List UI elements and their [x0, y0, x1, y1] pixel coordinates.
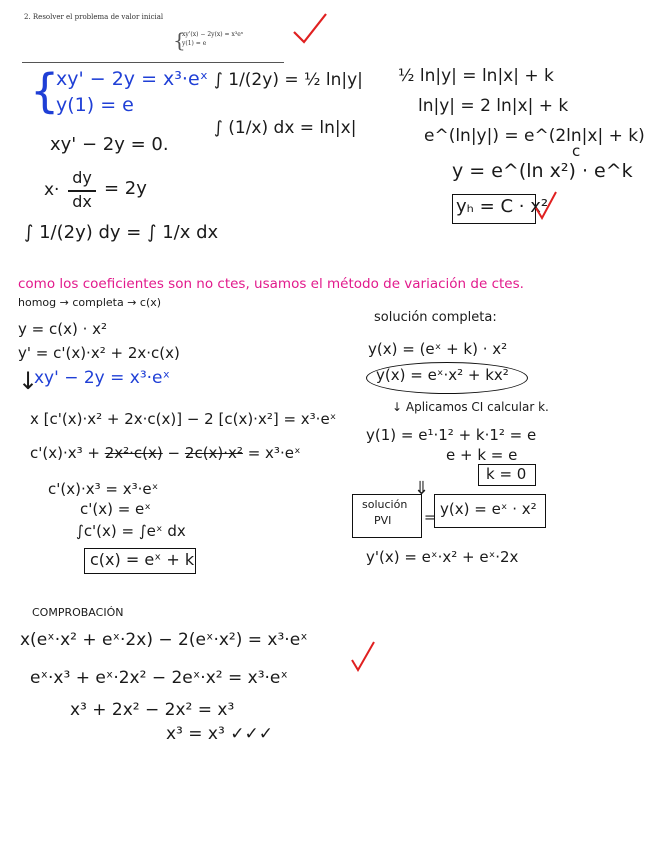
apply-ic-note: ↓ Aplicamos CI calcular k. [392, 400, 549, 414]
brace-icon: { [173, 28, 186, 52]
complete-general: y(x) = (eˣ + k) · x² [368, 340, 508, 358]
varpar-simplify-rhs: = x³·eˣ [247, 444, 301, 462]
c-solution: c(x) = eˣ + k [90, 550, 195, 569]
varpar-simplify-a: c'(x)·x³ + [30, 444, 100, 462]
homog-line-1: ½ ln|y| = ln|x| + k [398, 66, 554, 86]
pvi-solution: y(x) = eˣ · x² [440, 500, 537, 518]
solution-derivative: y'(x) = eˣ·x² + eˣ·2x [366, 548, 519, 566]
k-equation: e + k = e [446, 446, 518, 464]
complete-expanded: y(x) = eˣ·x² + kx² [376, 366, 509, 384]
separation-denominator: dx [72, 192, 92, 211]
varpar-ansatz: y = c(x) · x² [18, 320, 108, 338]
separation-lhs: x· [44, 180, 60, 200]
check-line-2: eˣ·x³ + eˣ·2x² − 2eˣ·x² = x³·eˣ [30, 668, 288, 688]
red-check-icon [534, 190, 558, 220]
pvi-equals: = [424, 510, 436, 526]
varpar-simplify-struck-1: 2x²·c(x) [104, 444, 163, 462]
varpar-substitution: x [c'(x)·x² + 2x·c(x)] − 2 [c(x)·x²] = x³·eˣ [30, 410, 337, 428]
down-arrow-icon: ↓ [18, 367, 39, 395]
varpar-cancel: c'(x)·x³ = x³·eˣ [48, 480, 159, 498]
homog-solution: yₕ = C · x² [456, 196, 549, 217]
system-brace-icon: { [30, 64, 60, 118]
separation-numerator: dy [72, 168, 92, 187]
varpar-flow: homog → completa → c(x) [18, 296, 162, 309]
varpar-simplify-row [30, 444, 301, 462]
varpar-cprime: c'(x) = eˣ [80, 500, 151, 518]
homog-line-4: y = e^(ln x²) · e^k [452, 160, 633, 182]
check-title: COMPROBACIÓN [32, 606, 124, 619]
pvi-label-1: solución [362, 498, 408, 511]
problem-eq2: y(1) = e [182, 40, 207, 47]
system-initial-condition: y(1) = e [56, 94, 134, 116]
varpar-simplify-struck-2: 2c(x)·x² [184, 444, 243, 462]
homogeneous-equation: xy' − 2y = 0. [50, 134, 169, 155]
separation-rhs: = 2y [104, 178, 147, 199]
pvi-label-2: PVI [374, 514, 392, 527]
k-value: k = 0 [486, 465, 527, 483]
implies-arrow-icon: ⇓ [414, 478, 430, 499]
separator-line [22, 62, 284, 63]
check-line-3: x³ + 2x² − 2x² = x³ [70, 700, 235, 720]
red-check-icon [350, 640, 376, 672]
complete-title: solución completa: [374, 310, 497, 325]
homog-line-3: e^(ln|y|) = e^(2ln|x| + k) [424, 126, 645, 146]
problem-eq1: xy'(x) − 2y(x) = x³eˣ [182, 31, 244, 38]
varpar-simplify-minus: − [167, 444, 181, 462]
problem-header: 2. Resolver el problema de valor inicial [24, 13, 164, 21]
integral-1: ∫ 1/(2y) = ½ ln|y| [214, 70, 363, 90]
system-equation: xy' − 2y = x³·eˣ [56, 68, 209, 90]
varpar-integrate: ∫c'(x) = ∫eˣ dx [76, 522, 186, 540]
red-check-icon [292, 12, 328, 44]
homog-line-2: ln|y| = 2 ln|x| + k [418, 96, 569, 116]
ic-evaluation: y(1) = e¹·1² + k·1² = e [366, 426, 537, 444]
varpar-equation: xy' − 2y = x³·eˣ [34, 368, 171, 388]
integral-2: ∫ (1/x) dx = ln|x| [214, 118, 357, 138]
varpar-derivative: y' = c'(x)·x² + 2x·c(x) [18, 344, 180, 362]
method-note: como los coeficientes son no ctes, usamos el método de variación de ctes. [18, 276, 524, 292]
integral-line: ∫ 1/(2y) dy = ∫ 1/x dx [24, 222, 219, 243]
check-line-4: x³ = x³ ✓✓✓ [166, 724, 273, 744]
homog-constant-c: c [572, 142, 581, 160]
check-line-1: x(eˣ·x² + eˣ·2x) − 2(eˣ·x²) = x³·eˣ [20, 630, 308, 650]
